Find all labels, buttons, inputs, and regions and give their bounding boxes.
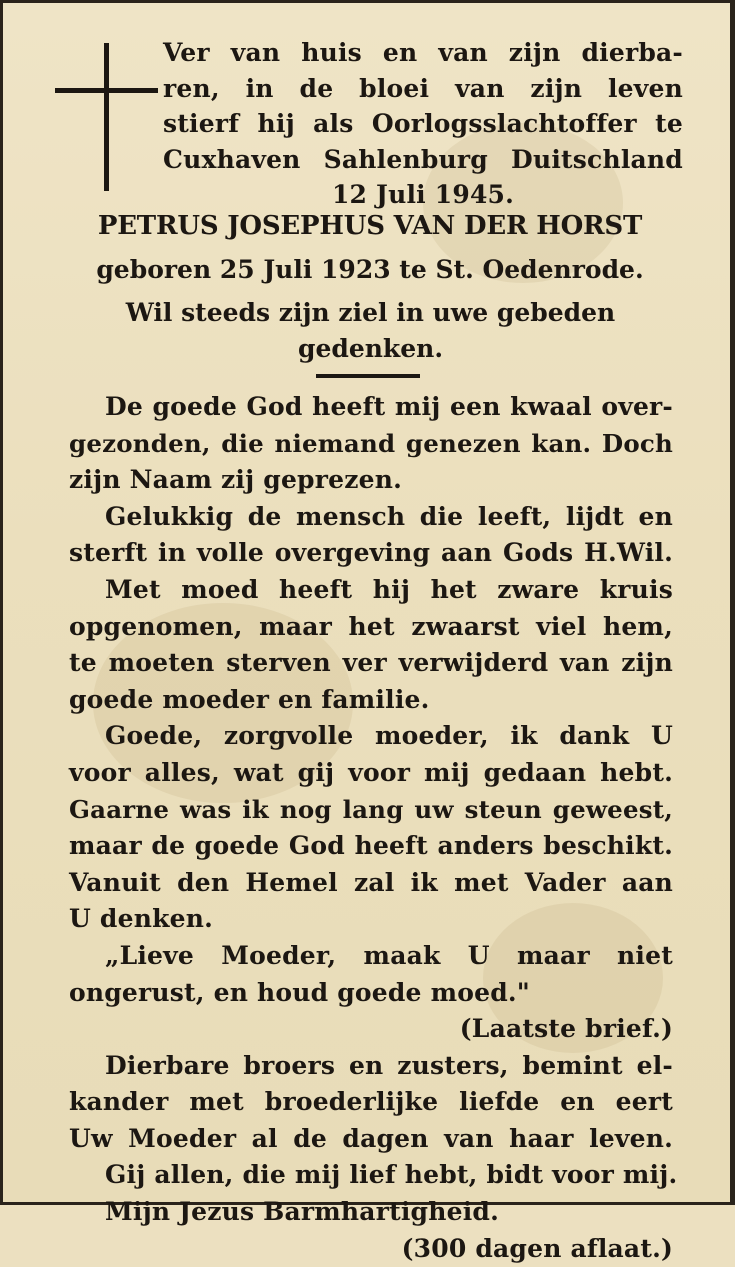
text-line: kander met broederlijke liefde en eert [69, 1087, 673, 1117]
text-line: Met moed heeft hij het zware kruis [105, 574, 673, 604]
text-line: gezonden, die niemand genezen kan. Doch [69, 428, 673, 458]
text-line: opgenomen, maar het zwaarst viel hem, [69, 611, 673, 641]
text-line: Vanuit den Hemel zal ik met Vader aan [69, 867, 673, 897]
prayer-line: gedenken. [297, 334, 444, 363]
text-line: Gij allen, die mij lief hebt, bidt voor mij. [105, 1160, 678, 1190]
text-line: voor alles, wat gij voor mij gedaan hebt. [69, 757, 673, 787]
notice-line: Cuxhaven Sahlenburg Duitschland [163, 144, 683, 174]
prayer-request [83, 295, 658, 367]
deceased-name: PETRUS JOSEPHUS VAN DER HORST [97, 211, 643, 241]
memorial-text [69, 389, 678, 1267]
text-line: De goede God heeft mij een kwaal over- [105, 392, 673, 421]
text-line: zijn Naam zij geprezen. [69, 465, 402, 495]
death-notice [163, 35, 683, 213]
text-line: Gelukkig de mensch die leeft, lijdt en [105, 501, 673, 531]
birth-line: geboren 25 Juli 1923 te St. Oedenrode. [96, 255, 644, 284]
text-line: maar de goede God heeft anders beschikt. [69, 831, 673, 861]
notice-date: 12 Juli 1945. [331, 180, 515, 209]
text-line: Gaarne was ik nog lang uw steun geweest, [69, 794, 673, 824]
text-line: sterft in volle overgeving aan Gods H.Wil. [69, 538, 673, 568]
divider [316, 374, 420, 378]
text-line: „Lieve Moeder, maak U maar niet [105, 940, 673, 970]
text-line: (300 dagen aflaat.) [401, 1233, 673, 1263]
text-line: Dierbare broers en zusters, bemint el- [105, 1050, 673, 1080]
text-line: Goede, zorgvolle moeder, ik dank U [105, 721, 673, 751]
notice-line: Ver van huis en van zijn dierba- [163, 38, 683, 67]
text-line: ongerust, en houd goede moed." [69, 977, 531, 1007]
text-line: Mijn Jezus Barmhartigheid. [105, 1197, 499, 1227]
text-line: te moeten sterven ver verwijderd van zijn [69, 648, 673, 678]
text-line: U denken. [69, 904, 213, 934]
notice-line: ren, in de bloei van zijn leven [163, 73, 683, 103]
prayer-line: Wil steeds zijn ziel in uwe gebeden [125, 298, 616, 327]
text-line: goede moeder en familie. [69, 684, 430, 714]
text-line: (Laatste brief.) [459, 1014, 673, 1044]
text-line: Uw Moeder al de dagen van haar leven. [69, 1123, 673, 1153]
notice-line: stierf hij als Oorlogsslachtoffer te [163, 109, 683, 138]
